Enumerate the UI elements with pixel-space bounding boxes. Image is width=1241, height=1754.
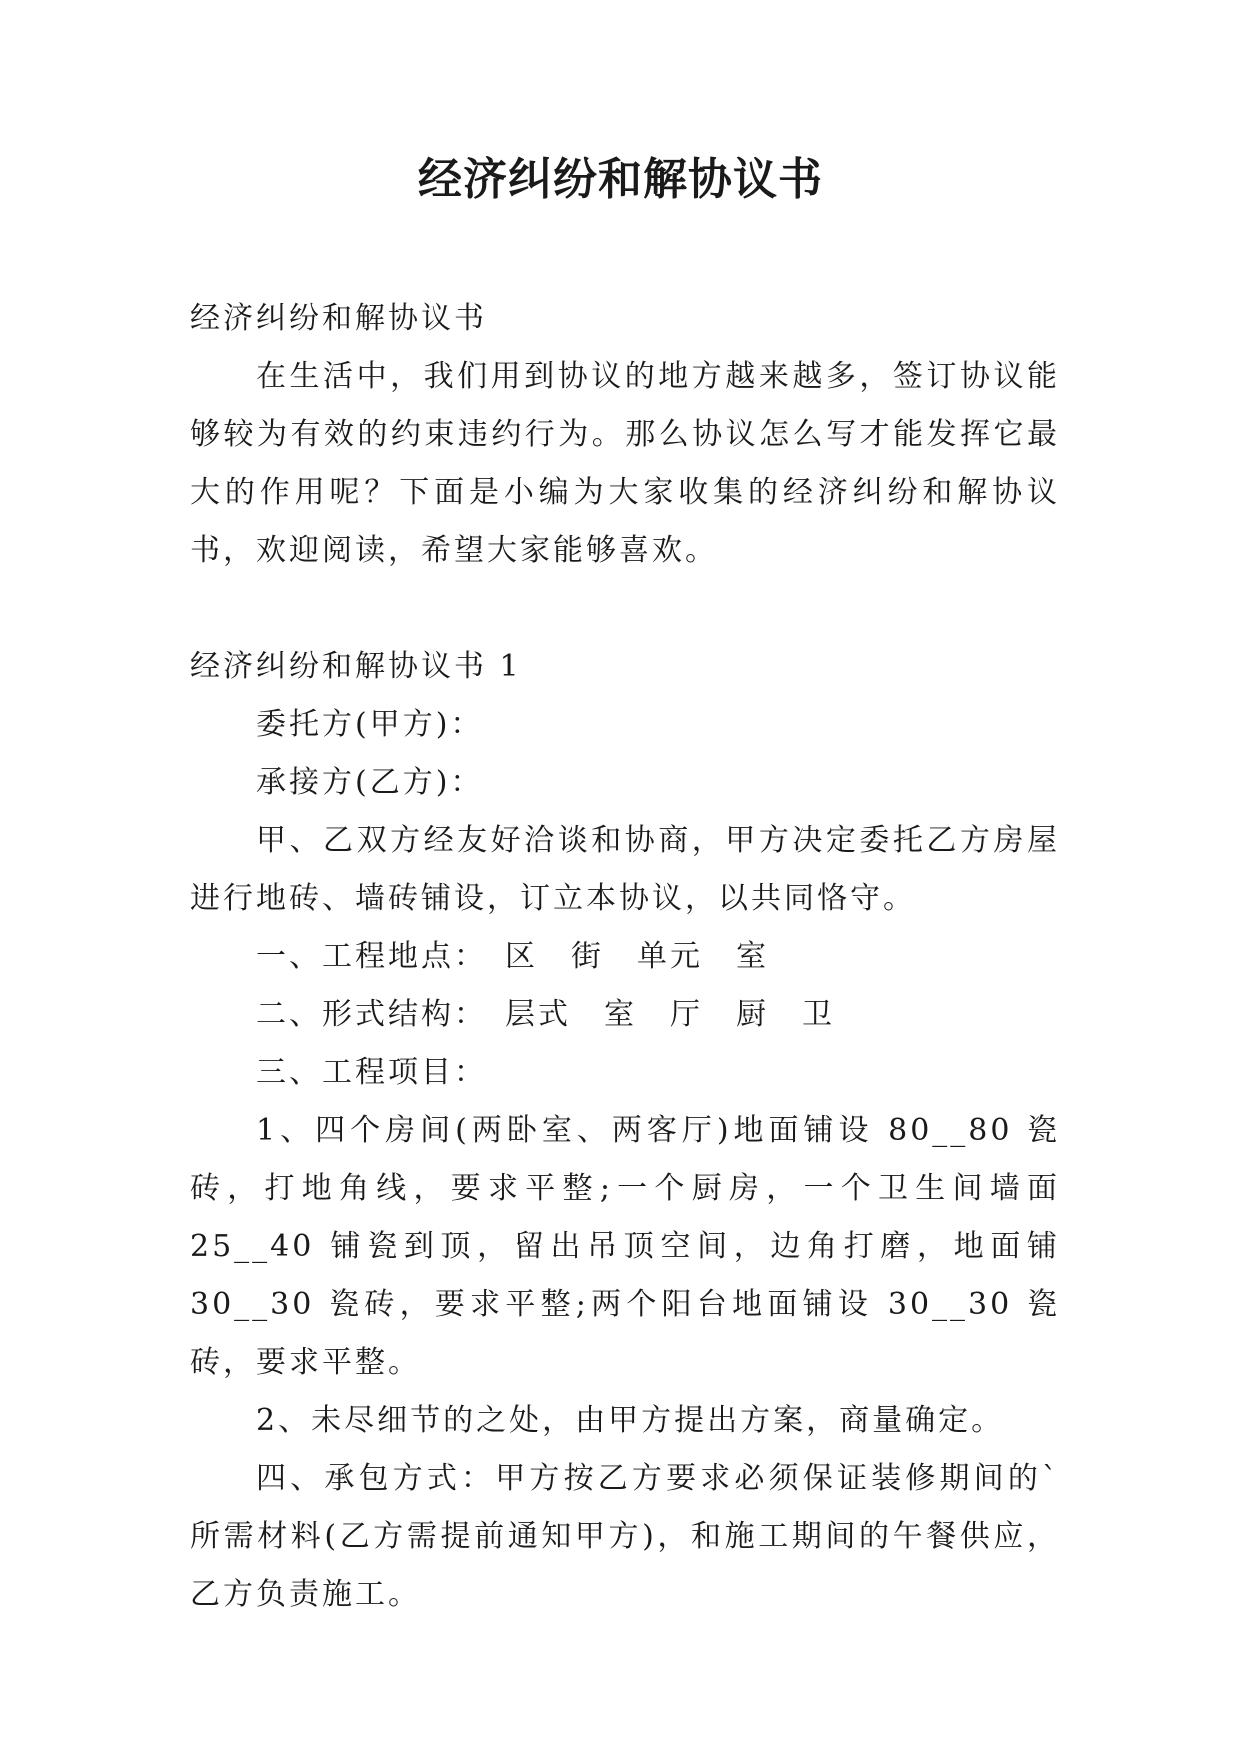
clause-location: 一、工程地点： 区 街 单元 室 <box>256 939 769 974</box>
clause-contract-method: 四、承包方式：甲方按乙方要求必须保证装修期间的`所需材料(乙方需提前通知甲方)，和施工期间的午餐供应，乙方负责施工。 <box>190 1461 1060 1612</box>
party-b-line: 承接方(乙方)： <box>256 765 484 800</box>
agreement-paragraph: 甲、乙双方经友好洽谈和协商，甲方决定委托乙方房屋进行地砖、墙砖铺设，订立本协议，以共同恪守。 <box>190 823 1060 916</box>
party-a-line: 委托方(甲方)： <box>256 707 484 742</box>
clause-project-heading: 三、工程项目： <box>256 1055 487 1090</box>
document-title: 经济纠纷和解协议书 <box>418 154 823 205</box>
clause-project-item-2: 2、未尽细节的之处，由甲方提出方案，商量确定。 <box>256 1403 1005 1438</box>
section-heading: 经济纠纷和解协议书 1 <box>190 649 522 684</box>
document-body <box>190 290 1060 1624</box>
clause-structure: 二、形式结构： 层式 室 厅 厨 卫 <box>256 997 835 1032</box>
clause-project-item-1: 1、四个房间(两卧室、两客厅)地面铺设 80__80 瓷砖，打地角线，要求平整;一个厨房，一个卫生间墙面 25__40 铺瓷到顶，留出吊顶空间，边角打磨，地面铺 30__30 瓷砖，要求平整;两个阳台地面铺设 30__30 瓷砖，要求平整。 <box>190 1113 1060 1380</box>
intro-paragraph: 在生活中，我们用到协议的地方越来越多，签订协议能够较为有效的约束违约行为。那么协议怎么写才能发挥它最大的作用呢？下面是小编为大家收集的经济纠纷和解协议书，欢迎阅读，希望大家能够喜欢。 <box>190 359 1060 568</box>
document-subtitle: 经济纠纷和解协议书 <box>190 301 487 336</box>
